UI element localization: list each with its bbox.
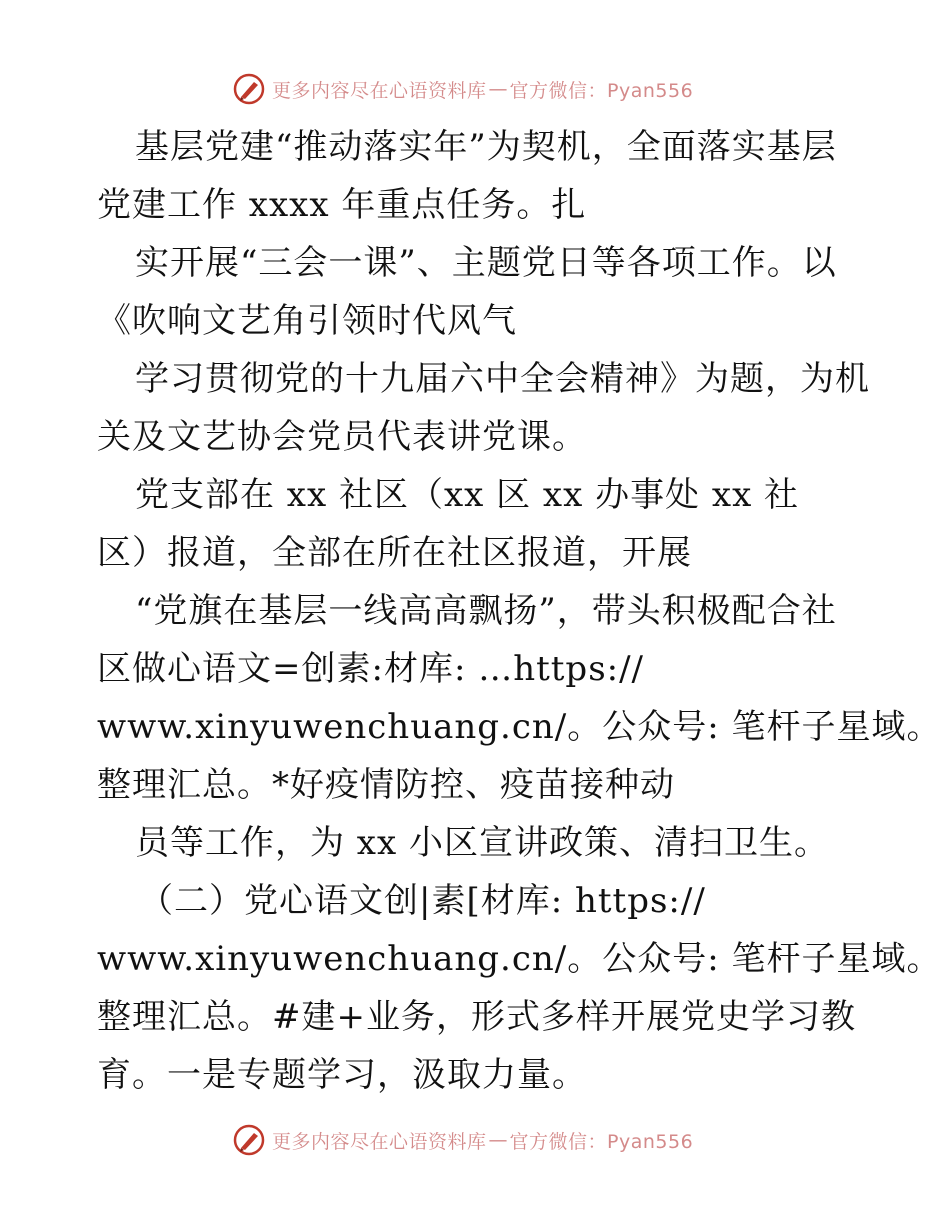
banner-suffix: 官方微信：Pyan556 [509,1130,694,1153]
text-line: 整理汇总。#建+业务，形式多样开展党史学习教 [97,997,856,1037]
header-banner [232,72,752,106]
text-line: 实开展“三会一课”、主题党日等各项工作。以 [135,243,837,283]
banner-separator: — [488,78,508,100]
text-line: www.xinyuwenchuang.cn/。公众号: 笔杆子星域。 [97,939,942,979]
text-line: 党建工作 xxxx 年重点任务。扎 [97,185,587,225]
text-line: 区做心语文=创素:材库: …https:// [97,649,645,689]
text-line: 学习贯彻党的十九届六中全会精神》为题，为机 [135,359,870,399]
text-line: （二）党心语文创|素[材库: https:// [139,881,706,921]
text-line: www.xinyuwenchuang.cn/。公众号: 笔杆子星域。 [97,707,942,747]
pen-logo-icon [232,72,266,106]
text-line: 员等工作，为 xx 小区宣讲政策、清扫卫生。 [135,823,829,863]
text-line: 关及文艺协会党员代表讲党课。 [97,417,587,457]
banner-text: 更多内容尽在心语资料库 [272,1130,487,1153]
document-body [97,118,942,1104]
banner-separator: — [488,1129,508,1151]
banner-suffix: 官方微信：Pyan556 [509,79,694,102]
banner-text: 更多内容尽在心语资料库 [272,79,487,102]
pen-logo-icon [232,1123,266,1157]
text-line: 党支部在 xx 社区（xx 区 xx 办事处 xx 社 [135,475,800,515]
text-line: 区）报道，全部在所在社区报道，开展 [97,533,692,573]
footer-banner [232,1123,752,1157]
text-line: 《吹响文艺角引领时代风气 [97,301,517,341]
text-line: 整理汇总。*好疫情防控、疫苗接种动 [97,765,675,805]
text-line: 基层党建“推动落实年”为契机，全面落实基层 [135,127,837,167]
text-line: “党旗在基层一线高高飘扬”，带头积极配合社 [135,591,837,631]
text-line: 育。一是专题学习，汲取力量。 [97,1055,587,1095]
